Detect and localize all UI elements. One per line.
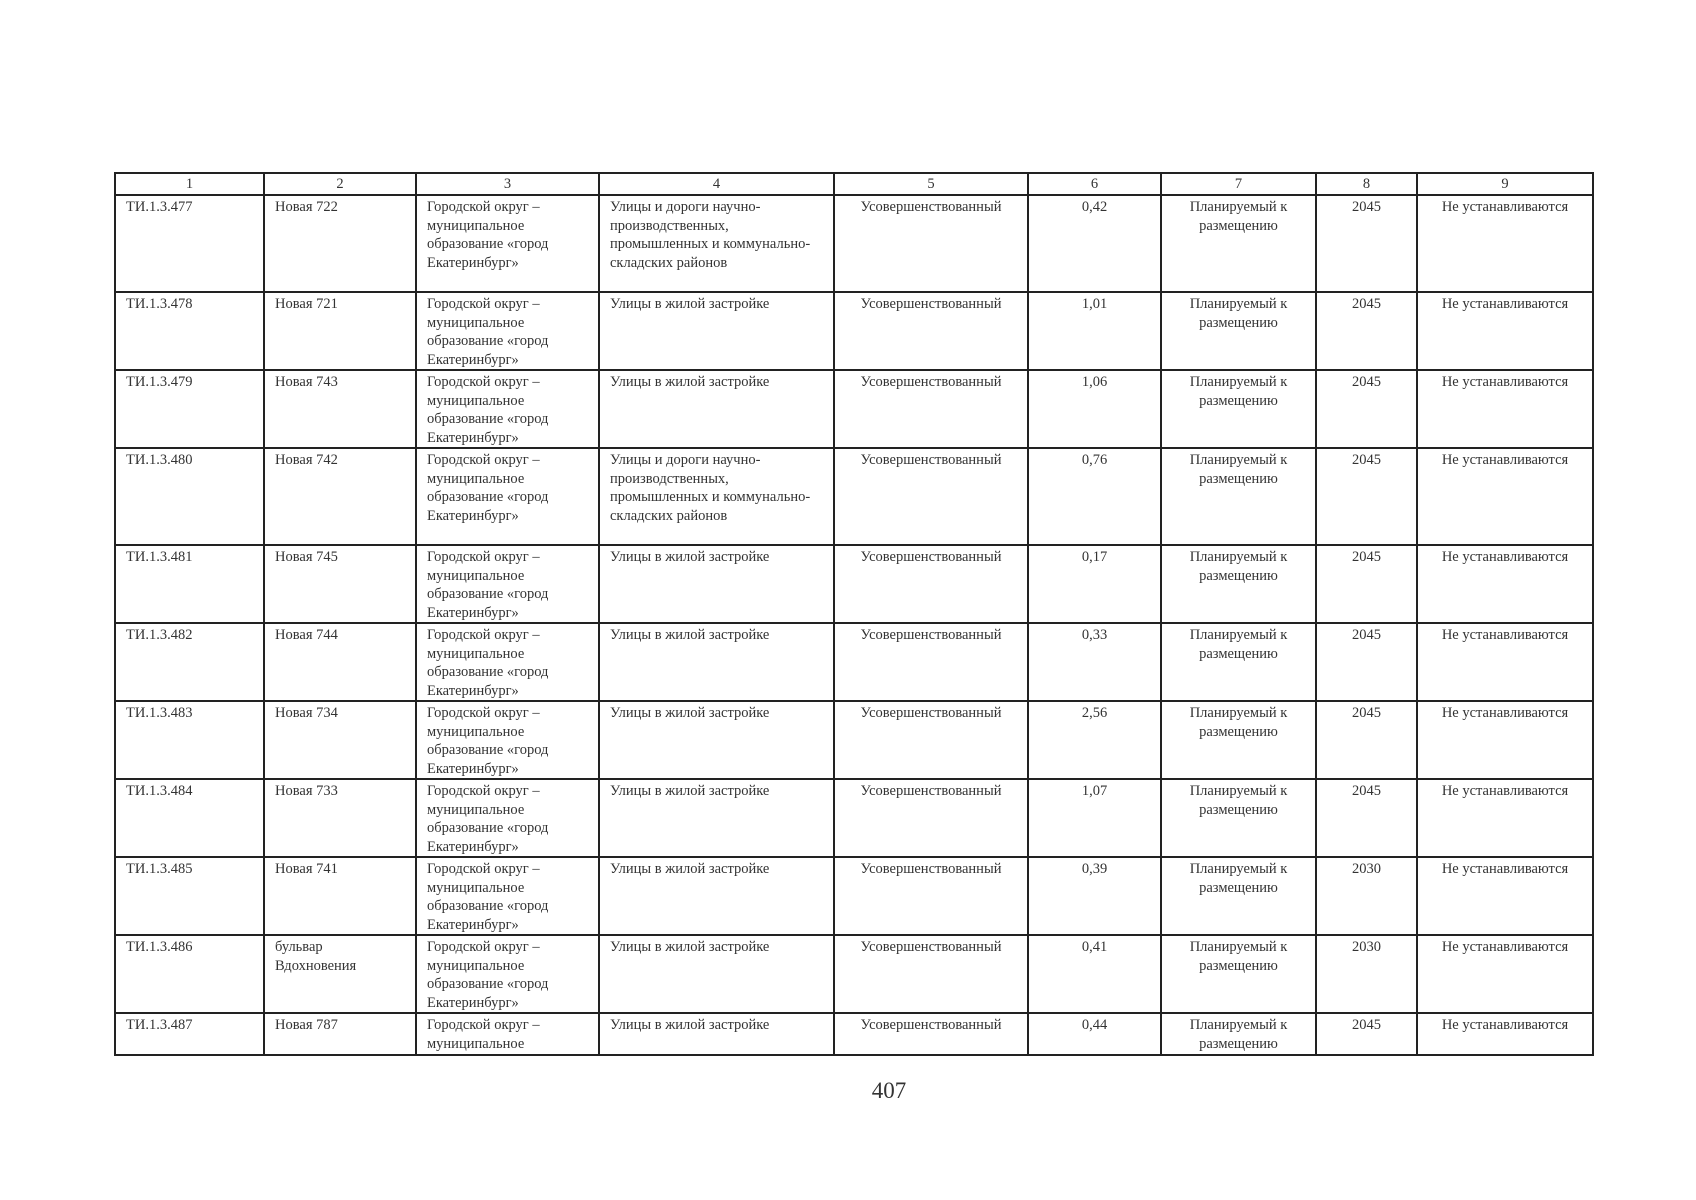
cell-text: 0,42 [1081,199,1108,215]
cell-text: 0,76 [1081,452,1108,468]
cell-restrictions [1417,935,1593,1013]
cell-text: Новая 721 [275,296,338,312]
data-table [114,172,1594,1056]
column-header-2: 2 [264,173,416,195]
cell-text: Городской округ – муниципальное образование «город Екатеринбург» [427,627,549,699]
cell-length [1028,779,1161,857]
cell-text: Улицы в жилой застройке [610,549,770,565]
cell-id [115,935,264,1013]
cell-text: 2045 [1352,627,1381,643]
cell-restrictions [1417,1013,1593,1055]
cell-text: Не устанавливаются [1441,861,1569,877]
column-header-7: 7 [1161,173,1316,195]
cell-surface-type [834,623,1028,701]
cell-text: ТИ.1.3.481 [126,549,193,565]
cell-year [1316,857,1417,935]
cell-text: 2030 [1352,939,1381,955]
cell-surface-type [834,195,1028,292]
cell-text: Планируемый к размещению [1189,199,1288,234]
cell-length [1028,857,1161,935]
page-number: 407 [871,1078,907,1103]
cell-text: 0,41 [1081,939,1108,955]
cell-text: Городской округ – муниципальное образование «город Екатеринбург» [427,452,549,524]
cell-text: Не устанавливаются [1441,296,1569,312]
cell-text: бульвар Вдохновения [275,939,357,974]
cell-category [599,370,834,448]
cell-text: 2045 [1352,199,1381,215]
cell-text: Новая 743 [275,374,338,390]
cell-text: ТИ.1.3.480 [126,452,193,468]
cell-status [1161,623,1316,701]
cell-municipality [416,857,599,935]
cell-length [1028,1013,1161,1055]
cell-municipality [416,779,599,857]
cell-text: 0,39 [1081,861,1108,877]
cell-text: ТИ.1.3.487 [126,1017,193,1033]
cell-text: ТИ.1.3.486 [126,939,193,955]
cell-text: Новая 741 [275,861,338,877]
cell-length [1028,448,1161,545]
cell-length [1028,195,1161,292]
cell-category [599,292,834,370]
table-row [115,292,1593,370]
cell-status [1161,857,1316,935]
column-header-6: 6 [1028,173,1161,195]
cell-text: Улицы и дороги научно-производственных, промышленных и коммунально-складских районов [610,199,811,271]
cell-year [1316,935,1417,1013]
cell-text: 1,01 [1081,296,1108,312]
cell-text: Не устанавливаются [1441,199,1569,215]
cell-text: Новая 742 [275,452,338,468]
cell-text: Улицы и дороги научно-производственных, промышленных и коммунально-складских районов [610,452,811,524]
cell-text: Не устанавливаются [1441,1017,1569,1033]
cell-text: Городской округ – муниципальное образование «город Екатеринбург» [427,374,549,446]
table-row [115,779,1593,857]
cell-text: Городской округ – муниципальное образование «город Екатеринбург» [427,296,549,368]
cell-text: Планируемый к размещению [1189,627,1288,662]
cell-text: 1,06 [1081,374,1108,390]
column-header-8: 8 [1316,173,1417,195]
cell-name [264,779,416,857]
cell-text: Новая 733 [275,783,338,799]
cell-restrictions [1417,857,1593,935]
cell-text: ТИ.1.3.479 [126,374,193,390]
cell-text: Планируемый к размещению [1189,705,1288,740]
cell-surface-type [834,701,1028,779]
cell-text: ТИ.1.3.484 [126,783,193,799]
cell-text: Планируемый к размещению [1189,939,1288,974]
cell-status [1161,1013,1316,1055]
cell-text: Не устанавливаются [1441,783,1569,799]
cell-text: Не устанавливаются [1441,452,1569,468]
cell-municipality [416,292,599,370]
cell-text: Новая 744 [275,627,338,643]
cell-year [1316,448,1417,545]
header-row [115,173,1593,195]
cell-length [1028,701,1161,779]
table-header [115,173,1593,195]
cell-text: Усовершенствованный [860,374,1002,390]
table-row [115,935,1593,1013]
cell-text: Не устанавливаются [1441,939,1569,955]
cell-text: Улицы в жилой застройке [610,861,770,877]
cell-text: Усовершенствованный [860,861,1002,877]
cell-year [1316,701,1417,779]
cell-text: Планируемый к размещению [1189,374,1288,409]
cell-restrictions [1417,779,1593,857]
cell-text: ТИ.1.3.482 [126,627,193,643]
cell-length [1028,935,1161,1013]
cell-status [1161,779,1316,857]
cell-text: Усовершенствованный [860,1017,1002,1033]
cell-text: Планируемый к размещению [1189,549,1288,584]
cell-category [599,545,834,623]
cell-length [1028,370,1161,448]
column-header-3: 3 [416,173,599,195]
cell-municipality [416,448,599,545]
cell-name [264,195,416,292]
cell-category [599,857,834,935]
cell-text: Городской округ – муниципальное образование «город Екатеринбург» [427,705,549,777]
cell-restrictions [1417,545,1593,623]
cell-id [115,857,264,935]
cell-text: 1,07 [1081,783,1108,799]
cell-surface-type [834,545,1028,623]
cell-text: 2,56 [1081,705,1108,721]
cell-name [264,935,416,1013]
cell-text: 2045 [1352,374,1381,390]
column-header-4: 4 [599,173,834,195]
cell-text: Городской округ – муниципальное образование «город Екатеринбург» [427,783,549,855]
cell-restrictions [1417,292,1593,370]
cell-name [264,545,416,623]
cell-year [1316,779,1417,857]
cell-municipality [416,1013,599,1055]
cell-surface-type [834,448,1028,545]
cell-text: Планируемый к размещению [1189,861,1288,896]
cell-text: Усовершенствованный [860,783,1002,799]
cell-text: Городской округ – муниципальное образование «город Екатеринбург» [427,861,549,933]
cell-text: Улицы в жилой застройке [610,939,770,955]
cell-text: Новая 734 [275,705,338,721]
cell-status [1161,370,1316,448]
cell-text: 0,44 [1081,1017,1108,1033]
cell-year [1316,623,1417,701]
cell-text: Не устанавливаются [1441,627,1569,643]
table-row [115,701,1593,779]
cell-text: Усовершенствованный [860,549,1002,565]
cell-text: 2045 [1352,452,1381,468]
cell-restrictions [1417,701,1593,779]
cell-status [1161,935,1316,1013]
cell-category [599,1013,834,1055]
table-body [115,195,1593,1055]
cell-text: 2045 [1352,783,1381,799]
table-row [115,195,1593,292]
cell-municipality [416,701,599,779]
cell-text: Новая 722 [275,199,338,215]
cell-text: 0,33 [1081,627,1108,643]
table-row [115,1013,1593,1055]
cell-surface-type [834,935,1028,1013]
cell-id [115,701,264,779]
cell-text: Усовершенствованный [860,199,1002,215]
cell-id [115,623,264,701]
cell-category [599,623,834,701]
cell-name [264,701,416,779]
table-row [115,448,1593,545]
cell-name [264,857,416,935]
cell-text: Планируемый к размещению [1189,1017,1288,1052]
cell-text: Усовершенствованный [860,627,1002,643]
cell-text: Усовершенствованный [860,452,1002,468]
table-row [115,545,1593,623]
cell-category [599,701,834,779]
column-header-9: 9 [1417,173,1593,195]
cell-restrictions [1417,623,1593,701]
cell-text: Улицы в жилой застройке [610,705,770,721]
cell-id [115,292,264,370]
cell-text: 2045 [1352,549,1381,565]
cell-text: ТИ.1.3.478 [126,296,193,312]
cell-text: ТИ.1.3.477 [126,199,193,215]
cell-text: Усовершенствованный [860,705,1002,721]
column-header-1: 1 [115,173,264,195]
cell-category [599,195,834,292]
cell-municipality [416,623,599,701]
cell-text: 2045 [1352,1017,1381,1033]
cell-text: Городской округ – муниципальное образование «город Екатеринбург» [427,199,549,271]
cell-text: Улицы в жилой застройке [610,627,770,643]
cell-year [1316,545,1417,623]
table-row [115,370,1593,448]
cell-text: ТИ.1.3.483 [126,705,193,721]
cell-text: Новая 745 [275,549,338,565]
cell-surface-type [834,370,1028,448]
cell-municipality [416,935,599,1013]
cell-id [115,545,264,623]
cell-name [264,292,416,370]
cell-municipality [416,545,599,623]
cell-year [1316,370,1417,448]
cell-name [264,448,416,545]
cell-surface-type [834,857,1028,935]
cell-text: Не устанавливаются [1441,705,1569,721]
cell-restrictions [1417,448,1593,545]
cell-text: Планируемый к размещению [1189,783,1288,818]
cell-text: Улицы в жилой застройке [610,783,770,799]
cell-status [1161,292,1316,370]
cell-text: Новая 787 [275,1017,338,1033]
cell-text: Планируемый к размещению [1189,452,1288,487]
cell-length [1028,292,1161,370]
cell-surface-type [834,1013,1028,1055]
cell-id [115,448,264,545]
cell-municipality [416,195,599,292]
cell-text: Городской округ – муниципальное образование «город Екатеринбург» [427,549,549,621]
cell-text: Усовершенствованный [860,939,1002,955]
cell-text: Не устанавливаются [1441,549,1569,565]
cell-text: Планируемый к размещению [1189,296,1288,331]
column-header-5: 5 [834,173,1028,195]
cell-surface-type [834,779,1028,857]
cell-name [264,1013,416,1055]
cell-name [264,623,416,701]
cell-id [115,779,264,857]
cell-text: Городской округ – муниципальное [427,1017,540,1052]
table-row [115,623,1593,701]
cell-municipality [416,370,599,448]
cell-text: 0,17 [1081,549,1108,565]
cell-text: 2045 [1352,296,1381,312]
cell-name [264,370,416,448]
cell-text: Улицы в жилой застройке [610,296,770,312]
cell-year [1316,1013,1417,1055]
cell-status [1161,195,1316,292]
cell-status [1161,545,1316,623]
cell-id [115,370,264,448]
cell-id [115,195,264,292]
table-row [115,857,1593,935]
cell-surface-type [834,292,1028,370]
cell-status [1161,701,1316,779]
cell-restrictions [1417,370,1593,448]
cell-text: Усовершенствованный [860,296,1002,312]
cell-text: Улицы в жилой застройке [610,374,770,390]
cell-length [1028,623,1161,701]
cell-category [599,448,834,545]
cell-restrictions [1417,195,1593,292]
cell-text: Улицы в жилой застройке [610,1017,770,1033]
cell-category [599,935,834,1013]
cell-text: Не устанавливаются [1441,374,1569,390]
cell-text: 2045 [1352,705,1381,721]
cell-id [115,1013,264,1055]
cell-category [599,779,834,857]
cell-text: Городской округ – муниципальное образование «город Екатеринбург» [427,939,549,1011]
cell-year [1316,292,1417,370]
cell-text: ТИ.1.3.485 [126,861,193,877]
cell-year [1316,195,1417,292]
cell-length [1028,545,1161,623]
cell-status [1161,448,1316,545]
cell-text: 2030 [1352,861,1381,877]
